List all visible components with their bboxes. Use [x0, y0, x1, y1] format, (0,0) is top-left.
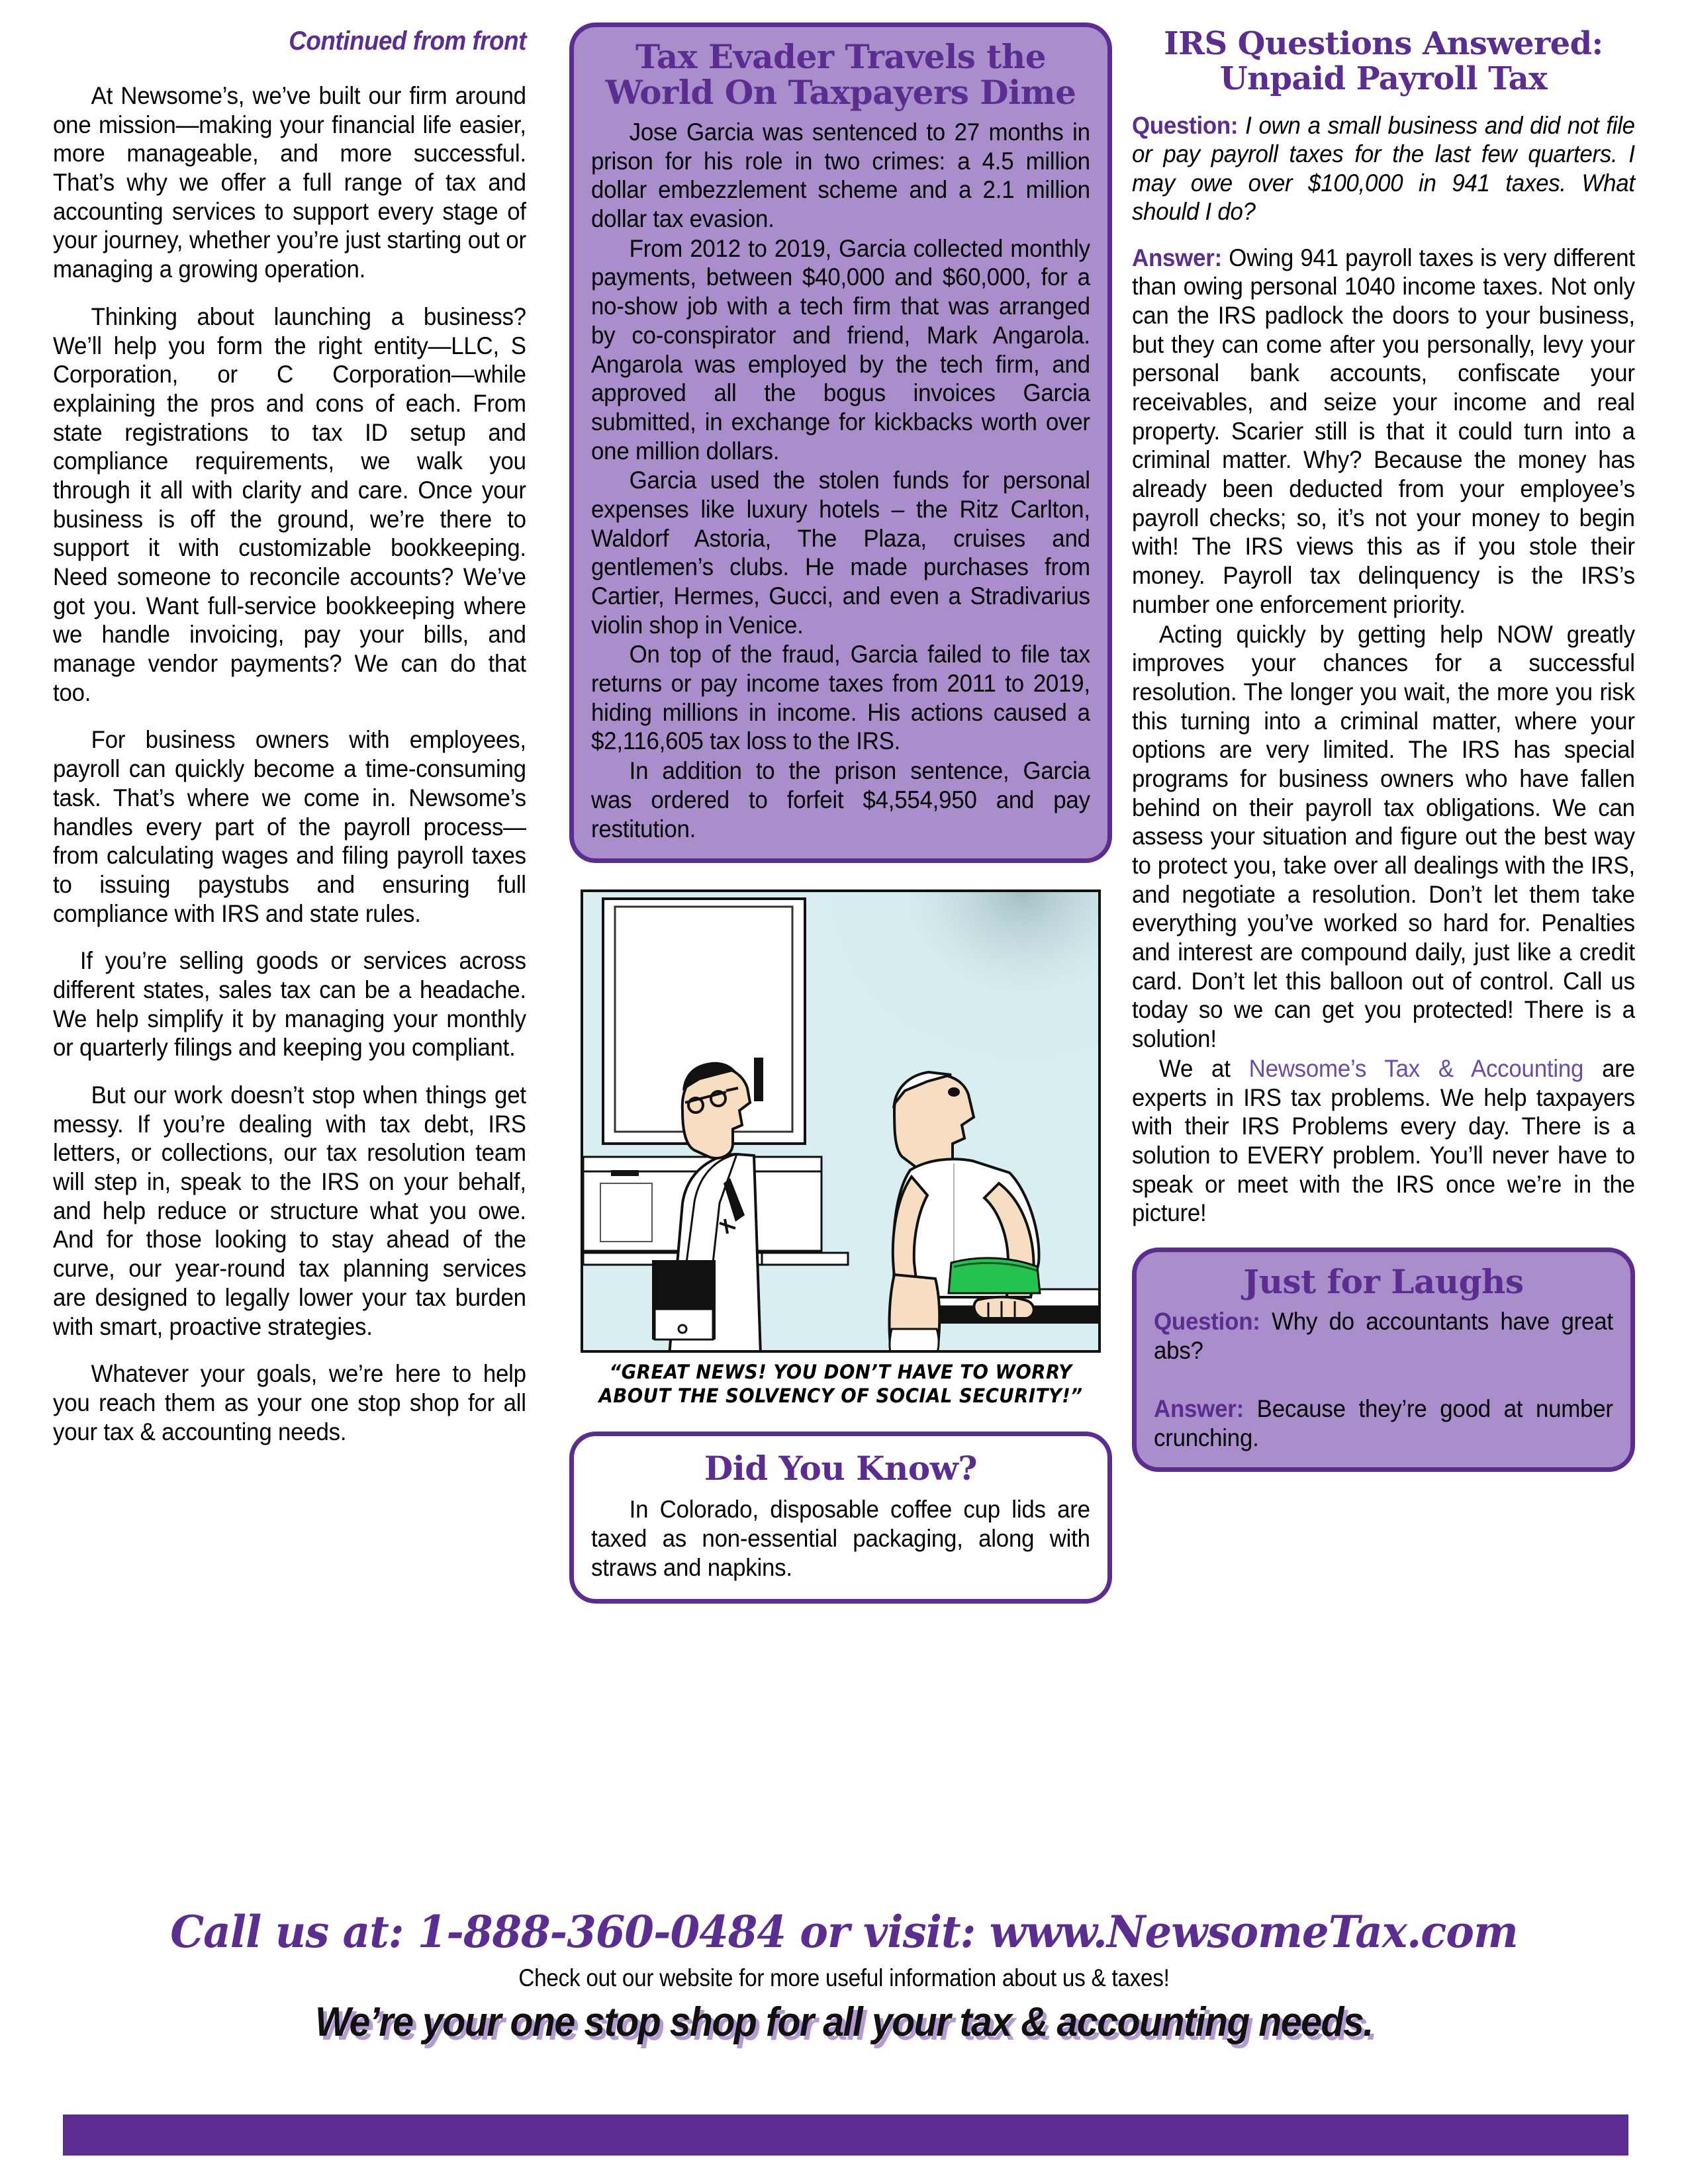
footer-call-line[interactable]: Call us at: 1-888-360-0484 or visit: www.NewsomeTax.com — [170, 1906, 1518, 1958]
irs-question-paragraph — [1132, 111, 1635, 226]
question-text: I own a small business and did not file or pay payroll taxes for the last few quarters. I may owe over $100,000 in 941 taxes. What should I do? — [1132, 111, 1635, 226]
did-you-know-headline: Did You Know? — [704, 1448, 978, 1488]
joke-answer — [1154, 1394, 1613, 1452]
footer-website-note: Check out our website for more useful information about us & taxes! — [518, 1964, 1170, 1991]
joke-question-text: Why do accountants have great abs? — [1154, 1307, 1613, 1365]
cartoon-block — [569, 889, 1112, 1408]
joke-question-label: Question: — [1154, 1307, 1260, 1336]
irs-answer-paragraph-1 — [1132, 244, 1635, 619]
answer-label: Answer: — [1132, 243, 1222, 271]
cartoon-caption: “GREAT NEWS! YOU DON’T HAVE TO WORRY ABOUT THE SOLVENCY OF SOCIAL SECURITY!” — [598, 1361, 1083, 1407]
story-paragraph-1: Jose Garcia was sentenced to 27 months in prison for his role in two crimes: a 4.5 million dollar embezzlement scheme and a 2.1 million dollar tax evasion. — [591, 118, 1090, 233]
left-paragraph-4: If you’re selling goods or services across different states, sales tax can be a headache. We help simplify it by managing your monthly or quarterly filings and keeping you compliant. — [53, 946, 526, 1062]
joke-answer-label: Answer: — [1154, 1394, 1244, 1422]
story-paragraph-2: From 2012 to 2019, Garcia collected monthly payments, between $40,000 and $60,000, for a no-show job with a tech firm that was arranged by co-conspirator and friend, Mark Angarola. Angarola was employed by the tech firm, and approved all the bogus invoices Garcia submitted, in exchange for kickbacks worth over one million dollars. — [591, 234, 1090, 465]
story-paragraph-4: On top of the fraud, Garcia failed to file tax returns or pay income taxes from 2011 to 2019, hiding millions in income. His actions caused a $2,116,605 tax loss to the IRS. — [591, 640, 1090, 755]
left-paragraph-1: At Newsome’s, we’ve built our firm around one mission—making your financial life easier, more manageable, and more successful. That’s why we offer a full range of tax and accounting services to support every stage of your journey, whether you’re just starting out or managing a growing operation. — [53, 81, 526, 283]
irs-answer-paragraph-3 — [1132, 1054, 1635, 1228]
left-paragraph-6: Whatever your goals, we’re here to help you reach them as your one stop shop for all your tax & accounting needs. — [53, 1359, 526, 1445]
joke-answer-text: Because they’re good at number crunching. — [1154, 1394, 1613, 1451]
joke-question — [1154, 1307, 1613, 1365]
footer-purple-bar — [63, 2115, 1628, 2156]
answer-text-1: Owing 941 payroll taxes is very different than owing personal 1040 income taxes. Not only can the IRS padlock the doors to your business, but they can come after you personally, levy your personal bank accounts, confiscate your receivables, and seize your income and real property. Scarier still is that it could turn into a criminal matter. Why? Because the money has already been deducted from your employee’s payroll checks; so, it’s not your money to begin with! The IRS views this as if you stole their money. Payroll tax delinquency is the IRS’s number one enforcement priority. — [1132, 243, 1635, 618]
irs-questions-headline — [1132, 26, 1635, 97]
tax-evader-story-box — [569, 23, 1112, 863]
doctor-patient-cartoon-image — [581, 889, 1101, 1353]
just-for-laughs-box — [1132, 1248, 1635, 1472]
question-label: Question: — [1132, 111, 1239, 139]
right-column — [1119, 0, 1688, 1472]
story-paragraph-3: Garcia used the stolen funds for personal expenses like luxury hotels – the Ritz Carlton, Waldorf Astoria, The Plaza, cruises and gentlemen’s clubs. He made purchases from Cartier, Hermes, Gucci, and even a Stradivarius violin shop in Venice. — [591, 466, 1090, 639]
story-paragraph-5: In addition to the prison sentence, Garcia was ordered to forfeit $4,554,950 and pay restitution. — [591, 756, 1090, 842]
left-column — [0, 0, 563, 1447]
tax-evader-headline: Tax Evader Travels the World On Taxpayers Dime — [605, 37, 1076, 112]
irs-questions-headline-line2: Unpaid Payroll Tax — [1219, 60, 1548, 97]
brand-name-inline: Newsome’s Tax & Accounting — [1248, 1054, 1584, 1082]
left-paragraph-2: Thinking about launching a business? We’ll help you form the right entity—LLC, S Corporation, or C Corporation—while explaining the pros and cons of each. From state registrations to tax ID setup and compliance requirements, we walk you through it all with clarity and care. Once your business is off the ground, we’re there to support it with customizable bookkeeping. Need someone to reconcile accounts? We’ve got you. Want full-service bookkeeping where we handle invoicing, pay your bills, and manage vendor payments? We can do that too. — [53, 302, 526, 706]
middle-column — [563, 0, 1119, 1604]
footer-slogan: We’re your one stop shop for all your tax & accounting needs. — [315, 1999, 1373, 2045]
irs-questions-headline-line1: IRS Questions Answered: — [1164, 25, 1603, 62]
did-you-know-box — [569, 1432, 1112, 1604]
answer3-suffix: are experts in IRS tax problems. We help taxpayers with their IRS Problems every day. There is a solution to EVERY problem. You’ll never have to speak or meet with the IRS once we’re in the picture! — [1132, 1054, 1635, 1227]
just-for-laughs-headline: Just for Laughs — [1243, 1261, 1524, 1301]
answer3-prefix: We at — [1158, 1054, 1249, 1082]
footer — [0, 1906, 1688, 2046]
left-paragraph-5: But our work doesn’t stop when things get messy. If you’re dealing with tax debt, IRS letters, or collections, our tax resolution team will step in, speak to the IRS on your behalf, and help reduce or structure what you owe. And for those looking to stay ahead of the curve, our year-round tax planning services are designed to legally lower your tax burden with smart, proactive strategies. — [53, 1081, 526, 1340]
continued-from-front-label: Continued from front — [289, 26, 526, 56]
left-paragraph-3: For business owners with employees, payroll can quickly become a time-consuming task. That’s where we come in. Newsome’s handles every part of the payroll process—from calculating wages and filing payroll taxes to issuing paystubs and ensuring full compliance with IRS and state rules. — [53, 725, 526, 927]
did-you-know-body: In Colorado, disposable coffee cup lids are taxed as non-essential packaging, along with straws and napkins. — [591, 1495, 1090, 1581]
irs-answer-paragraph-2: Acting quickly by getting help NOW greatly improves your chances for a successful resolution. The longer you wait, the more you risk this turning into a criminal matter, where your options are very limited. The IRS has special programs for business owners who have fallen behind on their payroll tax obligations. We can assess your situation and figure out the best way to protect you, take over all dealings with the IRS, and negotiate a resolution. Don’t let them take everything you’ve worked so hard for. Penalties and interest are compound daily, just like a credit card. Don’t let this balloon out of control. Call us today so we can get you protected! There is a solution! — [1132, 619, 1635, 1053]
